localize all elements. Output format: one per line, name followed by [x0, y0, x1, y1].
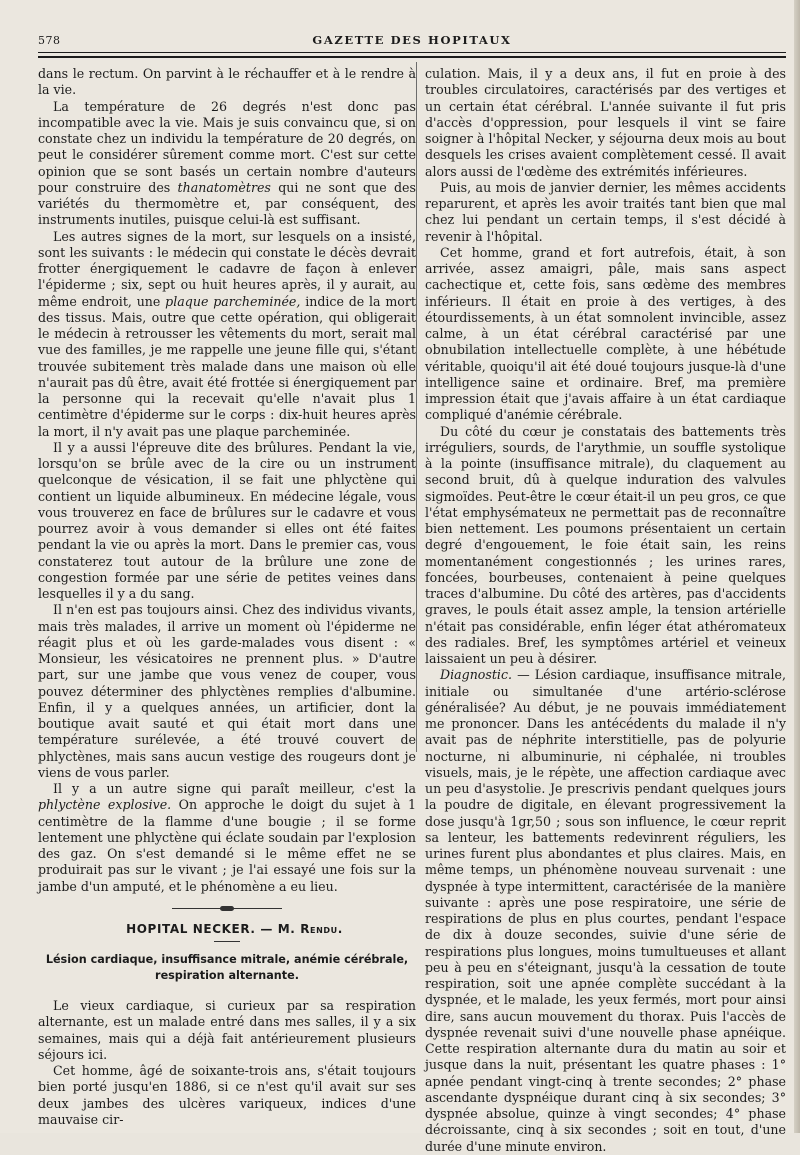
- short-rule: [214, 941, 240, 942]
- header-rule-thin: [38, 52, 786, 53]
- article-subtitle: Lésion cardiaque, insuffisance mitrale, anémie cérébrale, respiration alternante.: [45, 953, 409, 982]
- author-name: Rendu.: [300, 921, 343, 936]
- journal-title: GAZETTE DES HOPITAUX: [312, 33, 512, 47]
- emphasis: thanatomètres: [177, 179, 271, 195]
- paragraph: Cet homme, âgé de soixante-trois ans, s'était toujours bien porté jusqu'en 1886, si ce n'est qu'il avait sur ses deux jambes des ulcères variqueux, indices d'une mauvaise cir-: [38, 1063, 416, 1127]
- page-edge: [794, 0, 800, 1133]
- right-column: [425, 66, 786, 1154]
- paragraph: Le vieux cardiaque, si curieux par sa respiration alternante, est un malade entré dans mes salles, il y a six semaines, mais qui a déjà fait antérieurement plusieurs séjours ici.: [38, 998, 416, 1062]
- paragraph: Diagnostic. — Lésion cardiaque, insuffisance mitrale, initiale ou simultanée d'une artério-sclérose généralisée? Au début, je ne pouvais immédiatement me prononcer. Dans les antécédents du malade il n'y avait pas de néphrite interstitielle, pas de polyurie nocturne, ni albuminurie, ni céphalée, ni troubles visuels, mais, je le répète, une affection cardiaque avec un peu d'asystolie. Je prescrivis pendant quelques jours la poudre de digitale, en élevant progressivement la dose jusqu'à 1gr,50 ; sous son influence, le cœur reprit sa lenteur, les battements redevinrent réguliers, les urines furent plus abondantes et plus claires. Mais, en même temps, un phénomène nouveau survenait : une dyspnée à type intermittent, caractérisée de la manière suivante : après une pose respiratoire, une série de respirations de plus en plus courtes, pendant l'espace de dix à douze secondes, suivie d'une série de respirations plus longues, moins tumultueuses et allant peu à peu en s'éteignant, jusqu'à la cessation de toute respiration, soit une apnée complète succédant à la dyspnée, et le malade, les yeux fermés, mort pour ainsi dire, sans aucun mouvement du thorax. Puis l'accès de dyspnée revenait suivi d'une nouvelle phase apnéique. Cette respiration alternante dura du matin au soir et jusque dans la nuit, présentant les quatre phases : 1° apnée pendant vingt-cinq à trente secondes; 2° phase ascendante dyspnéique durant cinq à six secondes; 3° dyspnée absolue, quinze à vingt secondes; 4° phase décroissante, cinq à six secondes ; soit en tout, d'une durée d'une minute environ.: [425, 667, 786, 1154]
- page-number: 578: [38, 34, 61, 47]
- emphasis: Diagnostic.: [440, 667, 512, 683]
- column-divider: [416, 62, 417, 752]
- paragraph: Il y a un autre signe qui paraît meilleur, c'est la phlyctène explosive. On approche le doigt du sujet à 1 centimètre de la flamme d'une bougie ; il se forme lentement une phlyctène qui éclate soudain par l'explosion des gaz. On s'est demandé si le même effet ne se produirait pas sur le vivant ; je l'ai essayé une fois sur la jambe d'un amputé, et le phénomène a eu lieu.: [38, 781, 416, 894]
- emphasis: plaque parcheminée,: [165, 293, 301, 309]
- emphasis: phlyctène explosive.: [38, 797, 172, 813]
- paragraph: culation. Mais, il y a deux ans, il fut en proie à des troubles circulatoires, caractérisés par des vertiges et un certain état cérébral. L'année suivante il fut pris d'accès d'oppression, pour lesquels il vint se faire soigner à l'hôpital Necker, y séjourna deux mois au bout desquels les crises avaient complètement cessé. Il avait alors aussi de l'œdème des extrémités inférieures.: [425, 66, 786, 179]
- ornament-separator: [172, 905, 282, 913]
- left-column: [38, 66, 416, 1127]
- paragraph: Les autres signes de la mort, sur lesquels on a insisté, sont les suivants : le médecin qui constate le décès devrait frotter énergiquement le cadavre de façon à enlever l'épiderme ; six, sept ou huit heures après, il y aurait, au même endroit, une plaque parcheminée, indice de la mort des tissus. Mais, outre que cette opération, qui obligerait le médecin à retrousser les vêtements du mort, serait mal vue des familles, je me rappelle une jeune fille qui, s'étant trouvée subitement très malade dans une maison où elle n'aurait pas dû être, avait été frottée si énergiquement par la personne qui la recevait qu'elle n'avait plus 1 centimètre d'épiderme sur le corps : dix-huit heures après la mort, il n'y avait pas une plaque parcheminée.: [38, 228, 416, 439]
- paragraph: Puis, au mois de janvier dernier, les mêmes accidents reparurent, et après les avoir traités tant bien que mal chez lui pendant un certain temps, il s'est décidé à revenir à l'hôpital.: [425, 179, 786, 244]
- paragraph: Il n'en est pas toujours ainsi. Chez des individus vivants, mais très malades, il arrive un moment où l'épiderme ne réagit plus et où les garde-malades vous disent : « Monsieur, les vésicatoires ne prennent plus. » D'autre part, sur une jambe que vous venez de couper, vous pouvez déterminer des phlyctènes remplies d'albumine. Enfin, il y a quelques années, un artificier, dont la boutique avait sauté et qui était mort dans une température surélevée, a été trouvé couvert de phlyctènes, mais sans aucun vestige des rougeurs dont je viens de vous parler.: [38, 602, 416, 780]
- paragraph: Cet homme, grand et fort autrefois, était, à son arrivée, assez amaigri, pâle, mais sans aspect cachectique et, cette fois, sans œdème des membres inférieurs. Il était en proie à des vertiges, à des étourdissements, à un état somnolent invincible, assez calme, à un état cérébral caractérisé par une obnubilation intellectuelle complète, à une hébétude véritable, quoiqu'il ait été doué toujours jusque-là d'une intelligence saine et ordinaire. Bref, ma première impression était que j'avais affaire à un état cardiaque compliqué d'anémie cérébrale.: [425, 244, 786, 423]
- paragraph: Il y a aussi l'épreuve dite des brûlures. Pendant la vie, lorsqu'on se brûle avec de la cire ou un instrument quelconque de vésication, il se fait une phlyctène qui contient un liquide albumineux. En médecine légale, vous vous trouverez en face de brûlures sur le cadavre et vous pourrez avoir à vous demander si elles ont été faites pendant la vie ou après la mort. Dans le premier cas, vous constaterez tout autour de la brûlure une zone de congestion formée par une série de petites veines dans lesquelles il y a du sang.: [38, 439, 416, 601]
- paragraph: Du côté du cœur je constatais des battements très irréguliers, sourds, de l'arythmie, un souffle systolique à la pointe (insuffisance mitrale), du claquement au second bruit, dû à quelque induration des valvules sigmoïdes. Peut-être le cœur était-il un peu gros, ce que l'état emphysémateux ne permettait pas de reconnaître bien nettement. Les poumons présentaient un certain degré d'engouement, le foie était sain, les reins momentanément congestionnés ; les urines rares, foncées, bourbeuses, contenaient à peine quelques traces d'albumine. Du côté des artères, pas d'accidents graves, le pouls était assez ample, la tension artérielle n'était pas considérable, enfin léger état athéromateux des radiales. Bref, les symptômes artériel et veineux laissaient un peu à désirer.: [425, 423, 786, 666]
- section-title: HOPITAL NECKER. — M. Rendu.: [126, 921, 343, 936]
- page-header: [38, 24, 786, 50]
- paragraph: La température de 26 degrés n'est donc pas incompatible avec la vie. Mais je suis convaincu que, si on constate chez un individu la température de 20 degrés, on peut le considérer sûrement comme mort. C'est sur cette opinion que se sont basés un certain nombre d'auteurs pour construire des thanatomètres qui ne sont que des variétés du thermomètre et, par conséquent, des instruments inutiles, puisque celui-là est suffisant.: [38, 98, 416, 228]
- paragraph: dans le rectum. On parvint à le réchauffer et à le rendre à la vie.: [38, 66, 416, 98]
- header-rule-thick: [38, 56, 786, 58]
